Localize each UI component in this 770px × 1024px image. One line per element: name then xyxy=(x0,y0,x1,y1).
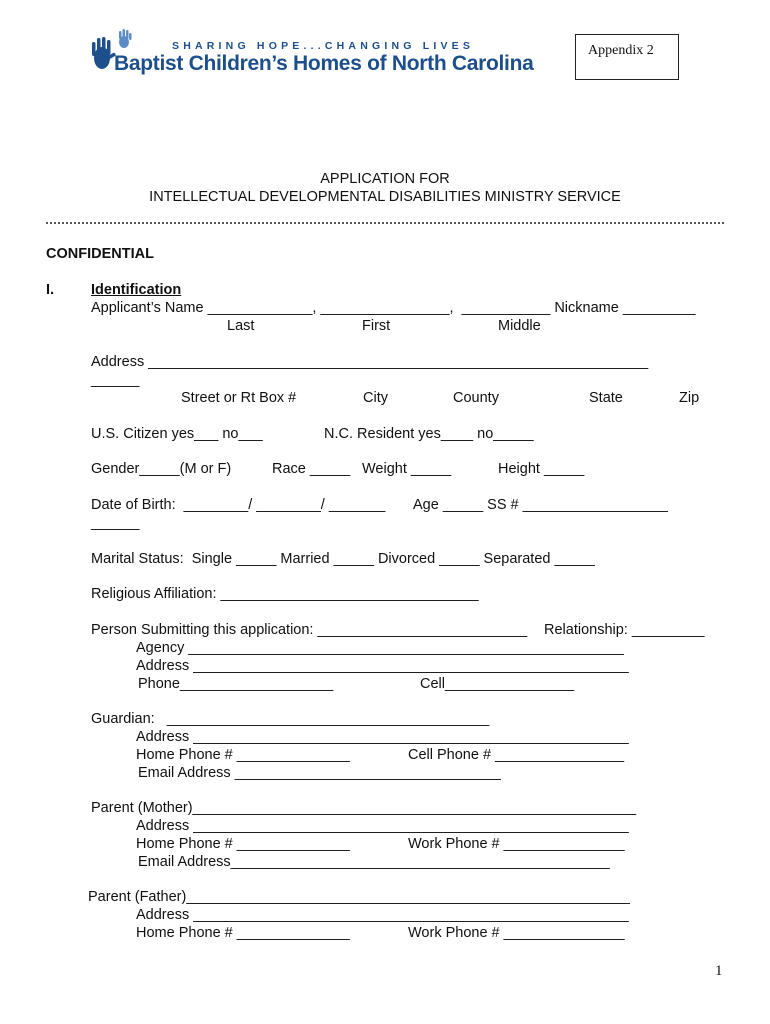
section-heading: Identification xyxy=(91,282,182,298)
name-sub-middle: Middle xyxy=(498,318,541,334)
addr-sub-state: State xyxy=(589,390,623,406)
marital-status-field[interactable]: Marital Status: Single _____ Married _____ Divorced _____ Separated _____ xyxy=(91,551,595,567)
title-line-2: INTELLECTUAL DEVELOPMENTAL DISABILITIES MINISTRY SERVICE xyxy=(149,189,621,205)
person-submitting-field[interactable]: Person Submitting this application: __________________________ xyxy=(91,622,528,638)
guardian-cell-phone-field[interactable]: Cell Phone # ________________ xyxy=(408,747,625,763)
addr-sub-street: Street or Rt Box # xyxy=(181,390,297,406)
resident-field[interactable]: N.C. Resident yes____ no_____ xyxy=(324,426,534,442)
logo-org-name: Baptist Children’s Homes of North Carolina xyxy=(114,52,534,75)
dob-field-cont[interactable]: ______ xyxy=(91,515,140,531)
father-work-phone-field[interactable]: Work Phone # _______________ xyxy=(408,925,625,941)
address-field[interactable]: Address ______________________________________________________________ xyxy=(91,354,649,370)
father-field[interactable]: Parent (Father)_______________________________________________________ xyxy=(88,889,630,905)
age-ss-field[interactable]: Age _____ SS # __________________ xyxy=(413,497,668,513)
guardian-email-field[interactable]: Email Address _________________________________ xyxy=(138,765,501,781)
name-sub-last: Last xyxy=(227,318,255,334)
father-address-field[interactable]: Address ______________________________________________________ xyxy=(136,907,629,923)
race-field[interactable]: Race _____ xyxy=(272,461,351,477)
addr-sub-zip: Zip xyxy=(679,390,700,406)
applicant-name-field[interactable]: Applicant’s Name _____________, ________________, ___________ Nickname _________ xyxy=(91,300,696,316)
mother-address-field[interactable]: Address ______________________________________________________ xyxy=(136,818,629,834)
organization-logo xyxy=(88,28,538,80)
address-field-cont[interactable]: ______ xyxy=(91,372,140,388)
addr-sub-county: County xyxy=(453,390,499,406)
submitter-address-field[interactable]: Address ______________________________________________________ xyxy=(136,658,629,674)
relationship-field[interactable]: Relationship: _________ xyxy=(544,622,705,638)
height-field[interactable]: Height _____ xyxy=(498,461,585,477)
divider xyxy=(46,222,724,224)
section-number: I. xyxy=(46,282,55,298)
mother-work-phone-field[interactable]: Work Phone # _______________ xyxy=(408,836,625,852)
father-home-phone-field[interactable]: Home Phone # ______________ xyxy=(136,925,350,941)
name-sub-first: First xyxy=(362,318,391,334)
confidential-label: CONFIDENTIAL xyxy=(46,246,154,262)
citizen-field[interactable]: U.S. Citizen yes___ no___ xyxy=(91,426,263,442)
guardian-address-field[interactable]: Address ______________________________________________________ xyxy=(136,729,629,745)
appendix-box xyxy=(575,34,679,80)
logo-tagline: SHARING HOPE...CHANGING LIVES xyxy=(172,40,475,52)
submitter-phone-field[interactable]: Phone___________________ xyxy=(138,676,334,692)
guardian-home-phone-field[interactable]: Home Phone # ______________ xyxy=(136,747,350,763)
religious-affiliation-field[interactable]: Religious Affiliation: ________________________________ xyxy=(91,586,479,602)
guardian-field[interactable]: Guardian: ________________________________________ xyxy=(91,711,490,727)
dob-field[interactable]: Date of Birth: ________/ ________/ _______ xyxy=(91,497,386,513)
appendix-label: Appendix 2 xyxy=(588,43,654,58)
mother-field[interactable]: Parent (Mother)_______________________________________________________ xyxy=(91,800,637,816)
title-line-1: APPLICATION FOR xyxy=(320,171,450,187)
weight-field[interactable]: Weight _____ xyxy=(362,461,452,477)
addr-sub-city: City xyxy=(363,390,388,406)
agency-field[interactable]: Agency ______________________________________________________ xyxy=(136,640,624,656)
submitter-cell-field[interactable]: Cell________________ xyxy=(420,676,575,692)
mother-home-phone-field[interactable]: Home Phone # ______________ xyxy=(136,836,350,852)
page-number: 1 xyxy=(715,963,723,979)
gender-field[interactable]: Gender_____(M or F) xyxy=(91,461,232,477)
mother-email-field[interactable]: Email Address_______________________________________________ xyxy=(138,854,610,870)
